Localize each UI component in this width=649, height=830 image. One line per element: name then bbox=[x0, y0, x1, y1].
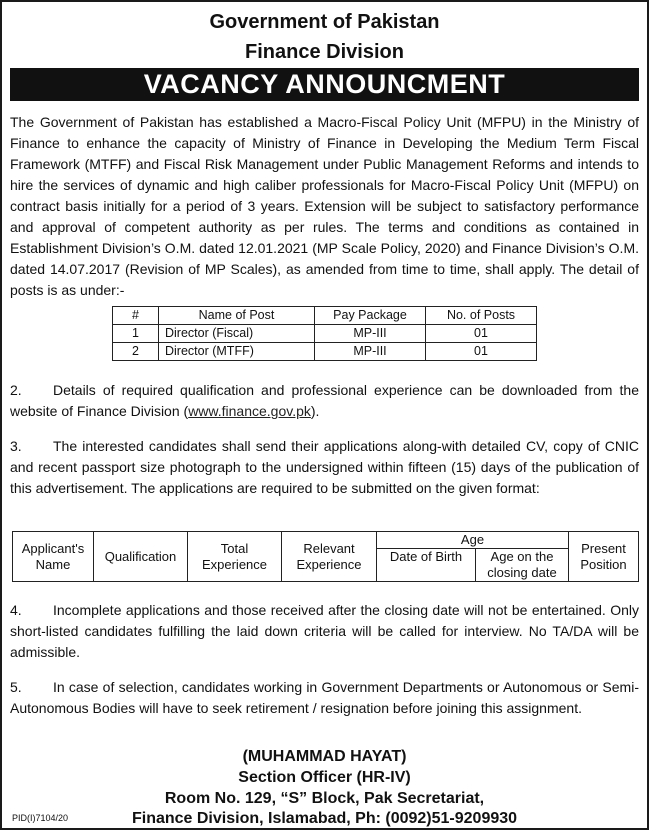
col-pay-package: Pay Package bbox=[315, 307, 426, 325]
paragraph-number: 2. bbox=[10, 382, 22, 398]
format-header-row bbox=[13, 532, 639, 549]
table-row bbox=[113, 325, 537, 343]
col-no-of-posts: No. of Posts bbox=[426, 307, 537, 325]
col-total-experience: Total Experience bbox=[188, 532, 282, 582]
post-name: Director (MTFF) bbox=[159, 343, 315, 361]
paragraph-3 bbox=[10, 436, 639, 499]
col-qualification: Qualification bbox=[94, 532, 188, 582]
paragraph-text: The interested candidates shall send their applications along-with detailed CV, copy of CNIC and recent passport size photograph to the undersigned within fifteen (15) days of the publication of this advertisement. The applications are required to be submitted on the given format: bbox=[10, 438, 639, 496]
paragraph-text: Incomplete applications and those received after the closing date will not be entertained. Only short-listed candidates fulfilling the laid down criteria will be called for interview. No TA/DA will be admissible. bbox=[10, 602, 639, 660]
signatory-designation: Section Officer (HR-IV) bbox=[238, 769, 411, 786]
pay-package: MP-III bbox=[315, 343, 426, 361]
paragraph-text: In case of selection, candidates working in Government Departments or Autonomous or Semi-Autonomous Bodies will have to seek retirement / resignation before joining this assignment. bbox=[10, 679, 639, 716]
office-address: Room No. 129, “S” Block, Pak Secretariat, bbox=[164, 790, 485, 807]
col-number: # bbox=[113, 307, 159, 325]
post-count: 01 bbox=[426, 325, 537, 343]
posts-table-header bbox=[113, 307, 537, 325]
col-age-on-closing-date: Age on the closing date bbox=[476, 549, 569, 582]
row-number: 2 bbox=[113, 343, 159, 361]
col-age: Age bbox=[377, 532, 569, 549]
col-name-of-post: Name of Post bbox=[159, 307, 315, 325]
row-number: 1 bbox=[113, 325, 159, 343]
col-present-position: Present Position bbox=[569, 532, 639, 582]
pid-number: PID(I)7104/20 bbox=[12, 813, 69, 823]
signatory-name: (MUHAMMAD HAYAT) bbox=[242, 748, 407, 765]
col-relevant-experience: Relevant Experience bbox=[282, 532, 377, 582]
paragraph-text: Details of required qualification and professional experience can be downloaded from the website of Finance Division ( bbox=[10, 382, 639, 419]
vacancy-banner: VACANCY ANNOUNCMENT bbox=[10, 68, 639, 101]
header-division: Finance Division bbox=[245, 41, 404, 63]
intro-paragraph: The Government of Pakistan has established a Macro-Fiscal Policy Unit (MFPU) in the Ministry of Finance to enhance the capacity of Ministry of Finance in Developing the Medium Term Fiscal Framework (MTFF) and Fiscal Risk Management under Public Management Reforms and intends to hire the services of dynamic and high caliber professionals for Macro-Fiscal Policy Unit (MFPU) on contract basis initially for a period of 3 years. Extension will be subject to satisfactory performance and approval of competent authority as per rules. The terms and conditions as contained in Establishment Division’s O.M. dated 12.01.2021 (MP Scale Policy, 2020) and Finance Division’s O.M. dated 14.07.2017 (Revision of MP Scales), as amended from time to time, shall apply. The detail of posts is as under:- bbox=[10, 114, 639, 298]
post-name: Director (Fiscal) bbox=[159, 325, 315, 343]
pay-package: MP-III bbox=[315, 325, 426, 343]
paragraph-4 bbox=[10, 600, 639, 663]
col-applicant-name: Applicant's Name bbox=[13, 532, 94, 582]
finance-website-link[interactable]: www.finance.gov.pk bbox=[188, 403, 311, 419]
application-format-table bbox=[12, 531, 639, 582]
col-date-of-birth: Date of Birth bbox=[377, 549, 476, 582]
post-count: 01 bbox=[426, 343, 537, 361]
posts-table bbox=[112, 306, 537, 361]
paragraph-number: 3. bbox=[10, 438, 22, 454]
office-contact: Finance Division, Islamabad, Ph: (0092)51-9209930 bbox=[131, 810, 518, 827]
table-row bbox=[113, 343, 537, 361]
paragraph-2 bbox=[10, 380, 639, 422]
paragraph-number: 5. bbox=[10, 679, 22, 695]
paragraph-5 bbox=[10, 677, 639, 719]
paragraph-number: 4. bbox=[10, 602, 22, 618]
header-government: Government of Pakistan bbox=[209, 11, 440, 33]
paragraph-text-end: ). bbox=[310, 403, 320, 419]
